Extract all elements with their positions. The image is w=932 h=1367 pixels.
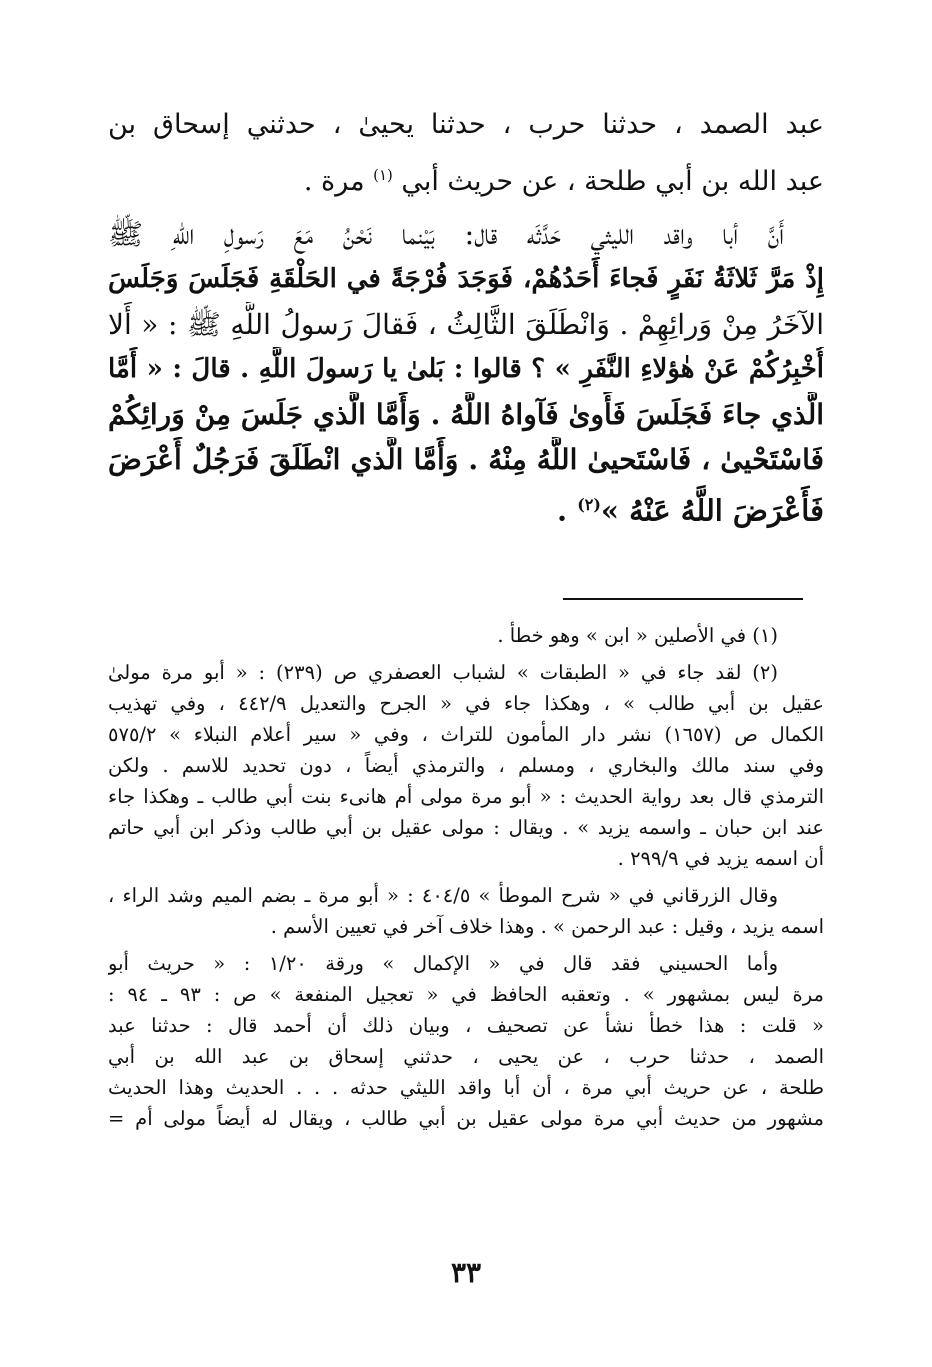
footnote-separator: [563, 598, 803, 600]
footnote-2-line-6: عند ابن حبان ـ واسمه يزيد » . ويقال : مولى عقيل بن أبي طالب وذكر ابن أبي حاتم: [108, 816, 824, 839]
footnote-4-line-4: الصمد ، حدثنا حرب ، عن يحيى ، حدثني إسحاق بن عبد الله بن أبي: [108, 1045, 824, 1068]
hadith-line-2: إِذْ مَرَّ ثَلاثَةُ نَفَرٍ فَجاءَ أَحَدُهُمْ، فَوَجَدَ فُرْجَةً في الحَلْقَةِ فَجَلَسَ وَجَلَسَ: [108, 264, 824, 294]
footnote-3-line-1: وقال الزرقاني في « شرح الموطأ » ٤٠٤/٥ : « أبو مرة ـ بضم الميم وشد الراء ،: [108, 884, 778, 907]
footnote-2-line-4: وفي سند مالك والبخاري ، ومسلم ، والترمذي أيضاً ، دون تحديد للاسم . ولكن: [108, 754, 824, 777]
footnote-1: (١) في الأصلين « ابن » وهو خطأ .: [497, 624, 778, 647]
isnad-line-1: عبد الصمد ، حدثنا حرب ، حدثنا يحيىٰ ، حدثني إسحاق بن: [108, 109, 824, 140]
hadith-line-5: الَّذي جاءَ فَجَلَسَ فَأَوىٰ فَآواهُ اللَّهُ . وَأَمَّا الَّذي جَلَسَ مِنْ وَرائِكُمْ: [108, 398, 824, 431]
footnote-4-line-6: مشهور من حديث أبي مرة مولى عقيل بن أبي طالب ، ويقال له أيضاً مولى أم =: [108, 1107, 824, 1130]
footnote-4-line-3: « قلت : هذا خطأ نشأ عن تصحيف ، وبيان ذلك أن أحمد قال : حدثنا عبد: [108, 1014, 824, 1037]
hadith-line-4: أُخْبِرُكُمْ عَنْ هٰؤلاءِ النَّفَرِ » ؟ قالوا : بَلىٰ يا رَسولَ اللَّهِ . قالَ : « أَمَّا: [108, 354, 824, 384]
hadith-line-1: أَنَّ أبا واقد الليثي حَدَّثَه قال: بَيْنما نَحْنُ مَعَ رَسولِ اللهِ ﷺ: [108, 217, 784, 251]
hadith-line-6: فَاسْتَحْيىٰ ، فَاسْتَحيىٰ اللَّهُ مِنْهُ . وَأَمَّا الَّذي انْطَلَقَ فَرَجُلٌ أَعْرَضَ: [108, 443, 824, 476]
footnote-4-line-2: مرة ليس بمشهور » . وتعقبه الحافظ في « تعجيل المنفعة » ص : ٩٣ ـ ٩٤ :: [108, 983, 824, 1006]
footnote-4-line-1: وأما الحسيني فقد قال في « الإكمال » ورقة ١/٢٠ : « حريث أبو: [108, 952, 778, 975]
footnote-4-line-5: طلحة ، عن حريث أبي مرة ، أن أبا واقد الليثي حدثه . . . الحديث وهذا الحديث: [108, 1076, 824, 1099]
isnad-line-2-tail: مرة .: [303, 166, 365, 197]
footnote-ref-2: (٢): [577, 495, 601, 514]
footnote-2-line-3: الكمال ص (١٦٥٧) نشر دار المأمون للتراث ، وفي « سير أعلام النبلاء » ٥٧٥/٢: [108, 723, 824, 746]
footnote-2-line-7: أن اسمه يزيد في ٢٩٩/٩ .: [617, 847, 824, 870]
page-number: ٣٣: [450, 1256, 482, 1289]
footnote-2-line-5: الترمذي قال بعد رواية الحديث : « أبو مرة مولى أم هانىء بنت أبي طالب ـ وهكذا جاء: [108, 785, 824, 808]
hadith-line-7-tail: .: [557, 493, 568, 528]
hadith-line-7: [108, 482, 824, 534]
footnotes: [108, 620, 824, 1134]
isnad-line-2: [108, 150, 824, 207]
isnad-line-2-text: عبد الله بن أبي طلحة ، عن حريث أبي: [401, 166, 824, 197]
hadith-line-7-text: فَأَعْرَضَ اللَّهُ عَنْهُ »: [600, 493, 824, 528]
footnote-2-line-2: عقيل بن أبي طالب » ، وهكذا جاء في « الجرح والتعديل ٤٤٢/٩ ، وفي تهذيب: [108, 692, 824, 715]
footnote-ref-1: (١): [373, 166, 393, 184]
footnote-3-line-2: اسمه يزيد ، وقيل : عبد الرحمن » . وهذا خلاف آخر في تعيين الأسم .: [270, 915, 824, 938]
hadith-paragraph: [108, 212, 824, 534]
isnad-paragraph: [108, 100, 824, 207]
hadith-line-3: الآخَرُ مِنْ وَرائِهِمْ . وَانْطَلَقَ الثَّالِثُ ، فَقالَ رَسولُ اللَّهِ ﷺ : « أَلا: [108, 308, 824, 341]
footnote-2-line-1: (٢) لقد جاء في « الطبقات » لشباب العصفري ص (٢٣٩) : « أبو مرة مولىٰ: [108, 661, 779, 684]
